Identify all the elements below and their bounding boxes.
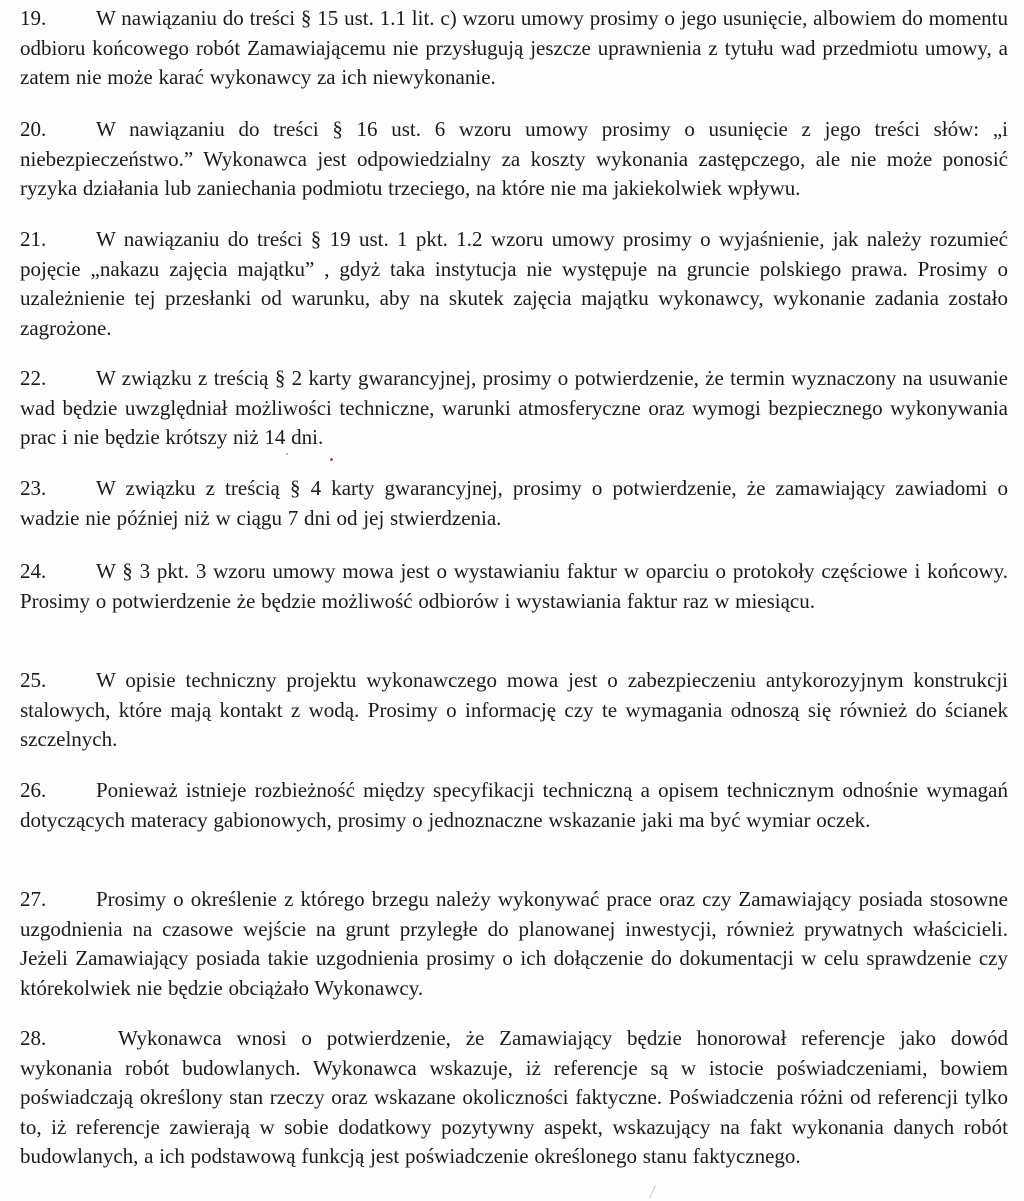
item-text: Ponieważ istnieje rozbieżność między specyfikacji techniczną a opisem technicznym odnośnie wymagań dotyczących materacy gabionowych, prosimy o jednoznaczne wskazanie jaki ma być wymiar oczek. <box>20 778 1008 832</box>
item-number: 21. <box>20 227 47 251</box>
question-22 <box>20 364 1008 453</box>
item-number: 26. <box>20 778 47 802</box>
question-19 <box>20 4 1008 93</box>
item-number: 23. <box>20 476 47 500</box>
question-21 <box>20 225 1008 343</box>
question-26 <box>20 776 1008 835</box>
item-text: W związku z treścią § 2 karty gwarancyjnej, prosimy o potwierdzenie, że termin wyznaczony na usuwanie wad będzie uwzględniał możliwości techniczne, warunki atmosferyczne oraz wymogi bezpiecznego wykonywania prac i nie będzie krótszy niż 14 dni. <box>20 366 1008 449</box>
item-number: 19. <box>20 6 47 30</box>
question-27 <box>20 885 1008 1003</box>
item-number: 25. <box>20 668 47 692</box>
question-25 <box>20 666 1008 755</box>
item-text: Prosimy o określenie z którego brzegu należy wykonywać prace oraz czy Zamawiający posiada stosowne uzgodnienia na czasowe wejście na grunt przyległe do planowanej inwestycji, również prywatnych właścicieli. Jeżeli Zamawiający posiada takie uzgodnienia prosimy o ich dołączenie do dokumentacji w celu sprawdzenie czy którekolwiek nie będzie obciążało Wykonawcy. <box>20 887 1008 1000</box>
item-number: 20. <box>20 117 47 141</box>
scan-speck <box>286 453 288 455</box>
question-24 <box>20 557 1008 616</box>
item-text: W nawiązaniu do treści § 16 ust. 6 wzoru umowy prosimy o usunięcie z jego treści słów: „i niebezpieczeństwo.” Wykonawca jest odpowiedzialny za koszty wykonania zastępczego, ale nie może ponosić ryzyka działania lub zaniechania podmiotu trzeciego, na które nie ma jakiekolwiek wpływu. <box>20 117 1008 200</box>
question-20 <box>20 115 1008 204</box>
item-number: 22. <box>20 366 47 390</box>
scan-mark <box>649 1185 656 1198</box>
question-23 <box>20 474 1008 533</box>
item-text: W nawiązaniu do treści § 19 ust. 1 pkt. 1.2 wzoru umowy prosimy o wyjaśnienie, jak należy rozumieć pojęcie „nakazu zajęcia majątku” , gdyż taka instytucja nie występuje na gruncie polskiego prawa. Prosimy o uzależnienie tej przesłanki od warunku, aby na skutek zajęcia majątku wykonawcy, wykonanie zadania zostało zagrożone. <box>20 227 1008 340</box>
item-number: 27. <box>20 887 47 911</box>
item-text: W związku z treścią § 4 karty gwarancyjnej, prosimy o potwierdzenie, że zamawiający zawiadomi o wadzie nie później niż w ciągu 7 dni od jej stwierdzenia. <box>20 476 1008 530</box>
item-number: 28. <box>20 1026 47 1050</box>
item-text: W § 3 pkt. 3 wzoru umowy mowa jest o wystawianiu faktur w oparciu o protokoły częściowe i końcowy. Prosimy o potwierdzenie że będzie możliwość odbiorów i wystawiania faktur raz w miesiącu. <box>20 559 1008 613</box>
item-number: 24. <box>20 559 47 583</box>
item-text: Wykonawca wnosi o potwierdzenie, że Zamawiający będzie honorował referencje jako dowód wykonania robót budowlanych. Wykonawca wskazuje, iż referencje są w istocie poświadczeniami, bowiem poświadczają określony stan rzeczy oraz wskazane okoliczności faktyczne. Poświadczenia różni od referencji tylko to, iż referencje zawierają w sobie dodatkowy pozytywny aspekt, wskazujący na fakt wykonania danych robót budowlanych, a ich podstawową funkcją jest poświadczenie określonego stanu faktycznego. <box>20 1026 1008 1168</box>
question-28 <box>20 1024 1008 1172</box>
item-text: W opisie techniczny projektu wykonawczego mowa jest o zabezpieczeniu antykorozyjnym konstrukcji stalowych, które mają kontakt z wodą. Prosimy o informację czy te wymagania odnoszą się również do ścianek szczelnych. <box>20 668 1008 751</box>
scan-speck <box>330 458 333 461</box>
item-text: W nawiązaniu do treści § 15 ust. 1.1 lit. c) wzoru umowy prosimy o jego usunięcie, albowiem do momentu odbioru końcowego robót Zamawiającemu nie przysługują jeszcze uprawnienia z tytułu wad przedmiotu umowy, a zatem nie może karać wykonawcy za ich niewykonanie. <box>20 6 1008 89</box>
